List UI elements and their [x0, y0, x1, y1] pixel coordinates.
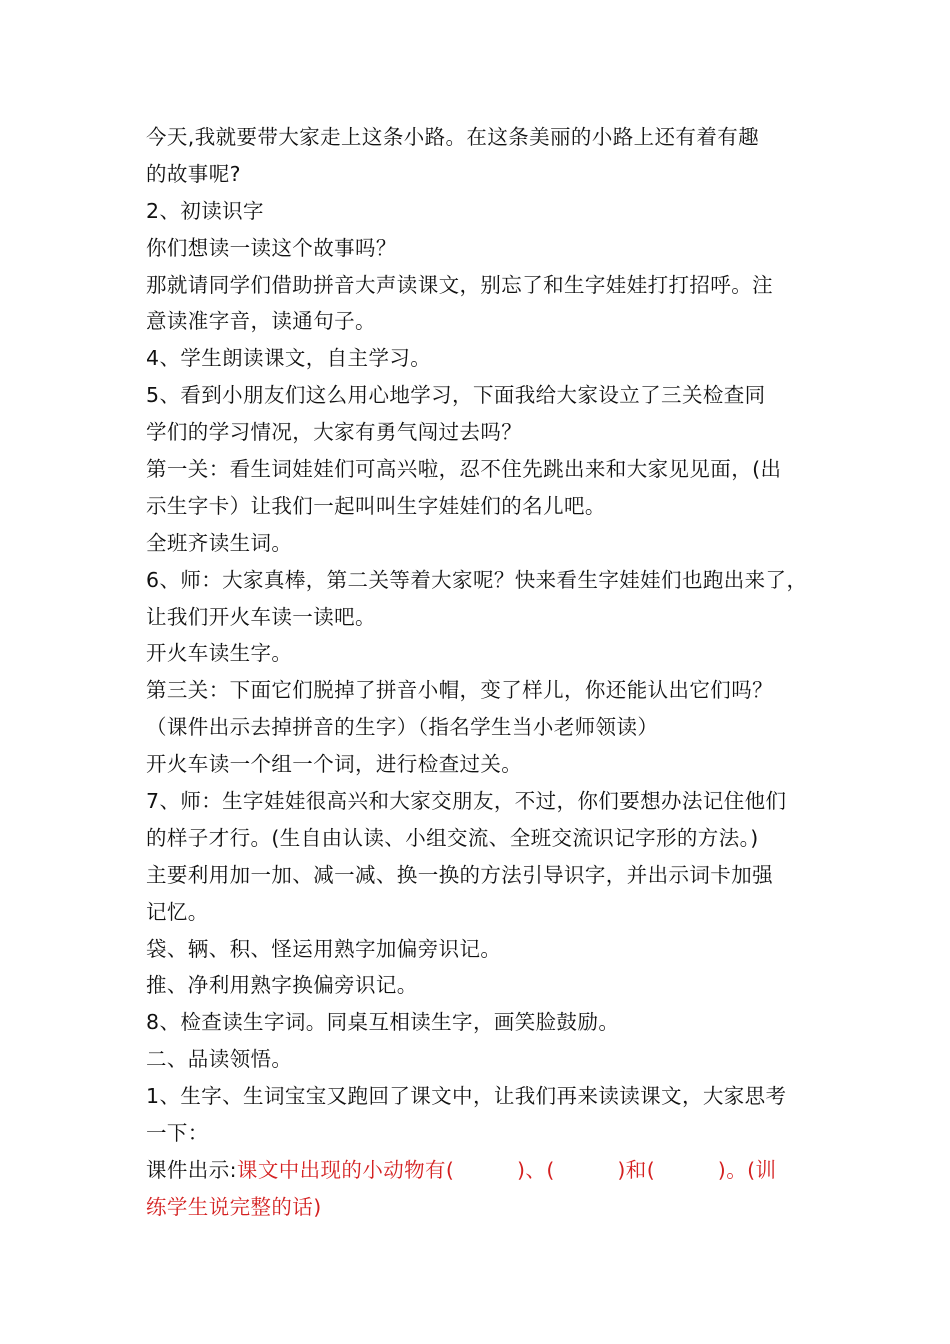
text-line: 开火车读一个组一个词，进行检查过关。 [146, 752, 523, 777]
text-line: 让我们开火车读一读吧。 [146, 604, 376, 629]
text-line: （课件出示去掉拼音的生字）（指名学生当小老师领读） [146, 715, 659, 740]
text-line: 的样子才行。(生自由认读、小组交流、全班交流识记字形的方法。) [146, 825, 759, 850]
text-line: 学们的学习情况，大家有勇气闯过去吗？ [146, 420, 523, 445]
text-line: 8、检查读生字词。同桌互相读生字，画笑脸鼓励。 [146, 1010, 620, 1035]
text-line: 记忆。 [146, 899, 209, 924]
text-line: 意读准字音，读通句子。 [146, 309, 376, 334]
text-line: 主要利用加一加、减一减、换一换的方法引导识字，并出示词卡加强 [146, 862, 773, 887]
courseware-highlight: 课文中出现的小动物有( )、( )和( )。(训 [236, 1157, 777, 1182]
text-line: 今天,我就要带大家走上这条小路。在这条美丽的小路上还有着有趣 [146, 125, 760, 149]
text-line: 4、学生朗读课文，自主学习。 [146, 346, 432, 371]
courseware-line [146, 1152, 826, 1189]
text-line: 袋、辆、积、怪运用熟字加偏旁识记。 [146, 936, 502, 961]
text-line: 的故事呢? [146, 161, 241, 186]
document-body [146, 119, 826, 1226]
text-line: 2、初读识字 [146, 198, 264, 223]
text-line: 全班齐读生词。 [146, 530, 293, 555]
text-line: 二、品读领悟。 [146, 1047, 293, 1072]
text-line: 你们想读一读这个故事吗？ [146, 235, 397, 260]
text-line: 示生字卡）让我们一起叫叫生字娃娃们的名儿吧。 [146, 493, 606, 518]
courseware-highlight-continued: 练学生说完整的话) [146, 1194, 322, 1219]
text-line: 开火车读生字。 [146, 641, 293, 666]
text-line: 第三关：下面它们脱掉了拼音小帽，变了样儿，你还能认出它们吗？ [146, 678, 773, 703]
text-line: 6、师：大家真棒，第二关等着大家呢？快来看生字娃娃们也跑出来了， [146, 567, 808, 592]
text-line: 一下： [146, 1121, 209, 1146]
text-line: 那就请同学们借助拼音大声读课文，别忘了和生字娃娃打打招呼。注 [146, 272, 773, 297]
text-line: 第一关：看生词娃娃们可高兴啦，忍不住先跳出来和大家见见面，(出 [146, 457, 782, 482]
text-line: 1、生字、生词宝宝又跑回了课文中，让我们再来读读课文，大家思考 [146, 1084, 787, 1109]
courseware-prefix: 课件出示: [146, 1157, 237, 1182]
text-line: 7、师：生字娃娃很高兴和大家交朋友，不过，你们要想办法记住他们 [146, 789, 787, 814]
text-line: 5、看到小朋友们这么用心地学习，下面我给大家设立了三关检查同 [146, 383, 766, 408]
text-line: 推、净利用熟字换偏旁识记。 [146, 973, 418, 998]
